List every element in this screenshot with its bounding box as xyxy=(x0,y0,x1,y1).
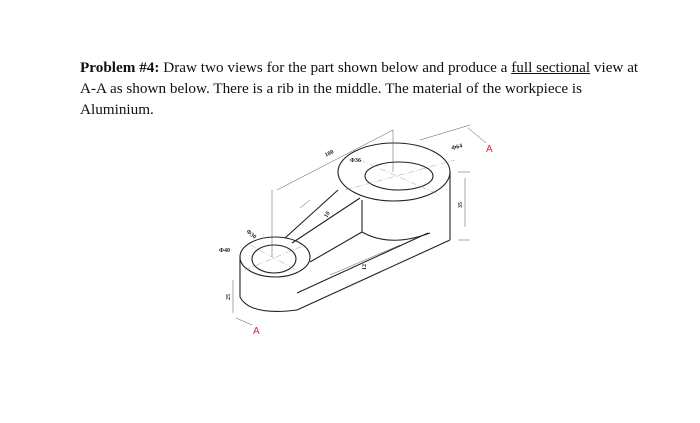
problem-text-1: Draw two views for the part shown below and produce a xyxy=(159,59,512,76)
dim-small-height: 25 xyxy=(226,294,232,300)
dim-small-inner-dia: Φ30 xyxy=(244,228,257,241)
dim-big-height: 35 xyxy=(458,202,464,208)
small-cylinder-outer xyxy=(240,237,310,277)
section-label-a-top: A xyxy=(486,144,493,155)
problem-text-2: view at A-A as shown below. There is a rib in the middle. The material of the workpiece is Aluminium. xyxy=(80,59,639,118)
big-cylinder-bore xyxy=(365,162,433,190)
section-label-a-bottom: A xyxy=(253,326,260,337)
rib xyxy=(285,190,362,262)
problem-label: Problem #4: xyxy=(80,59,160,76)
big-cylinder-side xyxy=(362,172,450,240)
small-cylinder-bottom xyxy=(240,257,297,311)
problem-underlined-text: full sectional xyxy=(511,59,591,76)
dim-center-distance: 100 xyxy=(324,149,335,159)
base-outline xyxy=(297,233,450,310)
dim-big-outer-dia: Φ64 xyxy=(450,143,464,152)
dim-base-thickness: 12 xyxy=(362,264,368,270)
dim-big-inner-dia: Φ36 xyxy=(350,158,361,164)
big-cylinder-outer xyxy=(338,143,450,201)
small-cylinder-bore xyxy=(252,245,296,273)
dim-small-outer-dia: Φ40 xyxy=(219,248,230,254)
dim-rib-thickness: 10 xyxy=(323,210,332,219)
